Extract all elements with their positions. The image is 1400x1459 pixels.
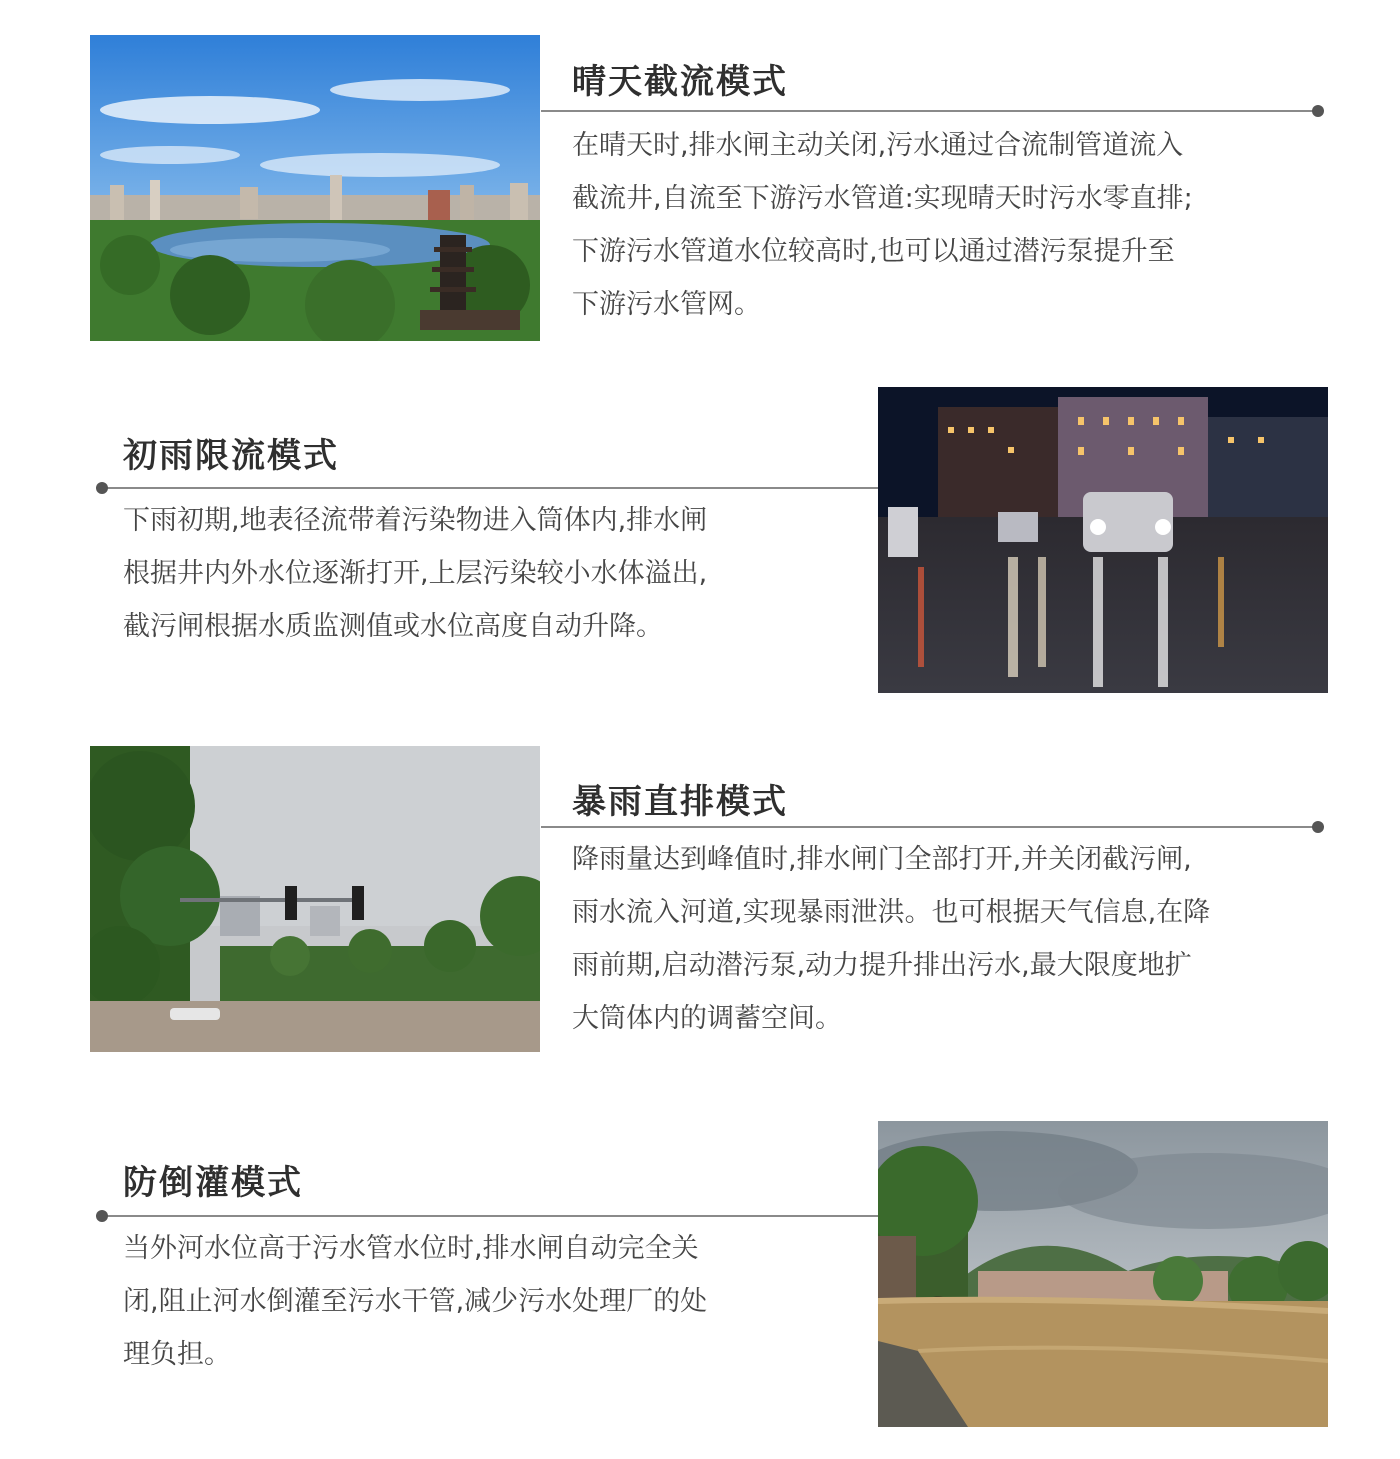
description-line: 雨水流入河道,实现暴雨泄洪。也可根据天气信息,在降 — [572, 897, 1211, 928]
section-description — [123, 1222, 707, 1381]
section-title-anti-backflow: 防倒灌模式 — [123, 1163, 303, 1203]
rainy-night-street-photo — [878, 387, 1328, 693]
description-line: 在晴天时,排水闸主动关闭,污水通过合流制管道流入 — [572, 130, 1184, 161]
divider-dot — [1312, 105, 1324, 117]
description-line: 闭,阻止河水倒灌至污水干管,减少污水处理厂的处 — [123, 1286, 708, 1317]
description-line: 截污闸根据水质监测值或水位高度自动升降。 — [123, 611, 663, 642]
section-divider — [541, 110, 1318, 112]
divider-dot — [96, 1210, 108, 1222]
section-divider — [103, 487, 878, 489]
flooded-river-village-photo — [878, 1121, 1328, 1427]
description-line: 截流井,自流至下游污水管道:实现晴天时污水零直排; — [572, 183, 1193, 214]
description-line: 降雨量达到峰值时,排水闸门全部打开,并关闭截污闸, — [572, 844, 1192, 875]
description-line: 雨前期,启动潜污泵,动力提升排出污水,最大限度地扩 — [572, 950, 1192, 981]
flooded-road-photo — [90, 746, 540, 1052]
section-title-storm-direct-discharge: 暴雨直排模式 — [572, 782, 788, 822]
section-divider — [541, 826, 1318, 828]
section-title-sunny-interception: 晴天截流模式 — [572, 62, 788, 102]
description-line: 根据井内外水位逐渐打开,上层污染较小水体溢出, — [123, 558, 708, 589]
divider-dot — [96, 482, 108, 494]
description-line: 下游污水管网。 — [572, 289, 761, 320]
city-lake-pagoda-photo — [90, 35, 540, 341]
section-description — [572, 119, 1193, 331]
description-line: 下游污水管道水位较高时,也可以通过潜污泵提升至 — [572, 236, 1175, 267]
section-description — [123, 494, 707, 653]
section-description — [572, 833, 1210, 1045]
description-line: 理负担。 — [123, 1339, 231, 1370]
description-line: 大筒体内的调蓄空间。 — [572, 1003, 842, 1034]
section-divider — [103, 1215, 878, 1217]
divider-dot — [1312, 821, 1324, 833]
description-line: 当外河水位高于污水管水位时,排水闸自动完全关 — [123, 1233, 699, 1264]
section-title-initial-rain-limiting: 初雨限流模式 — [123, 436, 339, 476]
description-line: 下雨初期,地表径流带着污染物进入筒体内,排水闸 — [123, 505, 708, 536]
